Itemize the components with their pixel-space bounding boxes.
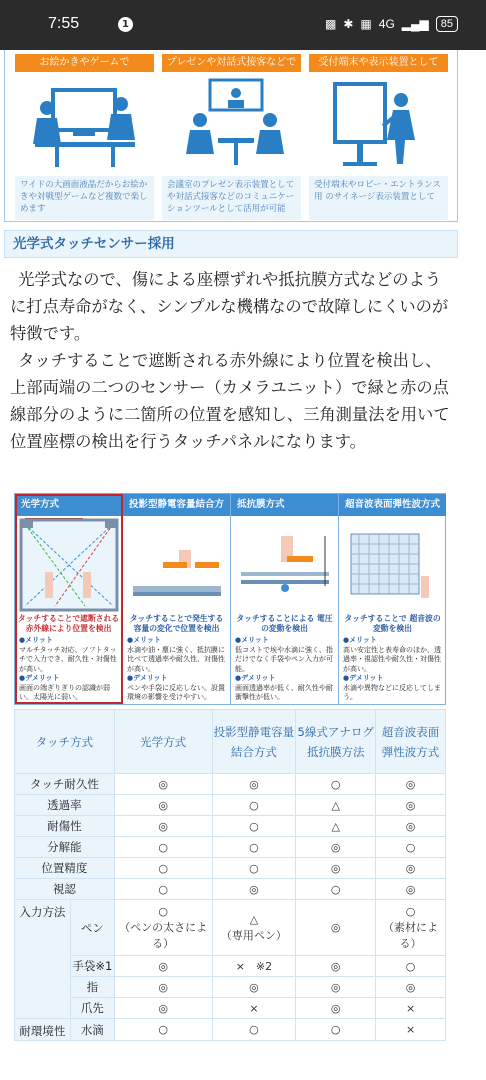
table-cell: ◎: [376, 774, 446, 795]
status-time: 7:55: [48, 15, 80, 32]
table-cell: ◎: [212, 977, 296, 998]
diagram-subtitle: タッチすることで遮断される 赤外線により位置を検出: [17, 614, 120, 633]
paragraph-intro: 光学式なので、傷による座標ずれや抵抗膜方式などのように打点寿命がなく、シンプルな機構なので故障しにくいのが特徴です。: [10, 270, 449, 343]
table-cell: ◎: [212, 879, 296, 900]
vibrate-icon: ▦: [360, 17, 372, 31]
row-label: 視認: [15, 879, 115, 900]
row-label: 耐傷性: [15, 816, 115, 837]
optical-sensor-illustration: [15, 516, 122, 614]
battery-icon: 85: [436, 16, 458, 32]
signal-icon: ▂▄▆: [401, 17, 429, 31]
table-cell: ○ （素材による）: [376, 900, 446, 956]
bluetooth-icon: ✱: [343, 17, 354, 31]
table-row: [15, 795, 446, 816]
table-cell: △: [296, 795, 376, 816]
diagram-header: 抵抗膜方式: [231, 494, 338, 516]
table-cell: ◎: [114, 816, 212, 837]
table-cell: ○: [114, 1019, 212, 1041]
table-row: [15, 1019, 446, 1041]
use-case-description: 会議室のプレゼン表示装置として や対話式接客などのコミュニケー ションツールとして活用が可能: [162, 176, 301, 220]
row-label: 水滴: [70, 1019, 114, 1041]
use-case-drawing: [15, 50, 154, 220]
table-row: [15, 956, 446, 977]
table-cell: ◎: [376, 795, 446, 816]
diagram-column-capacitive: [123, 494, 231, 704]
capacitive-illustration: [123, 516, 230, 614]
comparison-table: [14, 709, 446, 1041]
table-cell: ◎: [296, 900, 376, 956]
row-label: 分解能: [15, 837, 115, 858]
table-header: タッチ方式: [15, 710, 115, 774]
diagram-column-ultrasonic: [339, 494, 446, 704]
diagram-text: ●メリット 水滴や油・塵に強く、抵抗膜に比べて透過率や耐久性、対傷性が高い。 ●デメリット ペンや手袋に反応しない。設置環境の影響を受けやすい。: [127, 636, 225, 701]
people-at-table-illustration: [15, 78, 154, 168]
row-label: 爪先: [70, 998, 114, 1019]
table-header-row: [15, 710, 446, 774]
touch-method-diagram: [14, 493, 446, 705]
use-case-presentation: [162, 50, 301, 220]
table-header: 光学方式: [114, 710, 212, 774]
diagram-text: ●メリット 低コストで埃や水滴に強く、指だけでなく手袋やペン入力が可能。 ●デメリット 画面透過率が低く、耐久性や耐衝撃性が低い。: [235, 636, 333, 701]
diagram-header: 光学方式: [15, 494, 122, 516]
system-icons: [325, 16, 458, 32]
diagram-header: 投影型静電容量結合方式: [123, 494, 230, 516]
table-row: [15, 837, 446, 858]
table-cell: ○: [376, 837, 446, 858]
table-cell: ○: [114, 858, 212, 879]
table-row: [15, 977, 446, 998]
table-cell: ◎: [114, 774, 212, 795]
table-row: [15, 879, 446, 900]
table-cell: ◎: [376, 816, 446, 837]
meeting-illustration: [162, 78, 301, 168]
row-label: 指: [70, 977, 114, 998]
table-cell: ○ （ペンの太さによる）: [114, 900, 212, 956]
table-cell: ◎: [296, 956, 376, 977]
table-cell: ◎: [296, 998, 376, 1019]
diagram-text: ●メリット 高い安定性と表寿命のほか、透過率・視認性や耐久性・対傷性が高い。 ●デメリット 水滴や異物などに反応してしまう。: [343, 636, 441, 701]
row-label: 位置精度: [15, 858, 115, 879]
table-cell: ◎: [296, 858, 376, 879]
table-cell: ×: [376, 998, 446, 1019]
use-case-header: お絵かきやゲームで: [15, 54, 154, 72]
table-cell: ◎: [114, 956, 212, 977]
section-title: 光学式タッチセンサー採用: [4, 230, 458, 258]
use-case-header: 受付端末や表示装置として: [309, 54, 448, 72]
signage-illustration: [309, 78, 448, 168]
table-header: 5線式アナログ抵抗膜方法: [296, 710, 376, 774]
diagram-subtitle: タッチすることによる 電圧の変動を検出: [236, 614, 333, 633]
diagram-subtitle: タッチすることで発生する 容量の変化で位置を検出: [129, 614, 224, 633]
table-cell: ○: [296, 879, 376, 900]
diagram-header: 超音波表面弾性波方式: [339, 494, 446, 516]
use-case-reception: [309, 50, 448, 220]
table-cell: ○: [114, 879, 212, 900]
table-cell: ◎: [114, 998, 212, 1019]
row-label: 手袋※1: [70, 956, 114, 977]
resistive-illustration: [231, 516, 338, 614]
paragraph-detail: タッチすることで遮断される赤外線により位置を検出し、上部両端の二つのセンサー（カメラユニット）で緑と赤の点線部分のように二箇所の位置を感知し、三角測量法を用いて位置座標の検出を行うタッチパネルになります。: [10, 351, 450, 451]
table-row: [15, 774, 446, 795]
table-cell: △ （専用ペン）: [212, 900, 296, 956]
use-case-header: プレゼンや対話式接客などで: [162, 54, 301, 72]
diagram-column-optical: [15, 494, 123, 704]
table-cell: ×: [212, 998, 296, 1019]
row-label: タッチ耐久性: [15, 774, 115, 795]
table-row: [15, 858, 446, 879]
table-cell: ○: [212, 1019, 296, 1041]
notification-icon: 1: [118, 17, 133, 32]
table-cell: ○: [212, 816, 296, 837]
table-cell: ◎: [114, 795, 212, 816]
group-label-input: 入力方法: [15, 900, 71, 1019]
row-label: ペン: [70, 900, 114, 956]
diagram-subtitle: タッチすることで 超音波の変動を検出: [344, 614, 441, 633]
ultrasonic-illustration: [339, 516, 446, 614]
table-row: [15, 998, 446, 1019]
table-cell: ◎: [296, 977, 376, 998]
table-cell: ◎: [296, 837, 376, 858]
table-header: 超音波表面弾性波方式: [376, 710, 446, 774]
use-case-description: 受付端末やロビー・エントランス用 のサイネージ表示装置として: [309, 176, 448, 220]
group-label-environment: 耐環境性: [15, 1019, 71, 1041]
table-cell: ◎: [212, 774, 296, 795]
table-row: [15, 816, 446, 837]
table-cell: × ※2: [212, 956, 296, 977]
table-header: 投影型静電容量結合方式: [212, 710, 296, 774]
diagram-text: ●メリット マルチタッチ対応、ソフトタッチで入力でき、耐久性・対傷性が高い。 ●デメリット 画面の端ぎりぎりの認識が弱い。太陽光に弱い。: [19, 636, 117, 701]
table-cell: △: [296, 816, 376, 837]
status-bar: [0, 0, 486, 50]
table-cell: ○: [114, 837, 212, 858]
use-case-description: ワイドの大画面液晶だからお絵かきや対戦型ゲームなど複数で楽しめます: [15, 176, 154, 220]
table-cell: ○: [376, 956, 446, 977]
diagram-column-resistive: [231, 494, 339, 704]
table-cell: ○: [212, 837, 296, 858]
table-cell: ○: [212, 858, 296, 879]
table-cell: ×: [376, 1019, 446, 1041]
table-cell: ◎: [376, 858, 446, 879]
network-label: 4G: [378, 17, 395, 31]
table-cell: ○: [212, 795, 296, 816]
row-label: 透過率: [15, 795, 115, 816]
table-cell: ◎: [376, 879, 446, 900]
table-row: [15, 900, 446, 956]
table-cell: ◎: [114, 977, 212, 998]
use-case-panel: [4, 50, 458, 222]
nfc-icon: ▩: [325, 17, 337, 31]
table-cell: ◎: [376, 977, 446, 998]
table-cell: ○: [296, 774, 376, 795]
table-cell: ○: [296, 1019, 376, 1041]
